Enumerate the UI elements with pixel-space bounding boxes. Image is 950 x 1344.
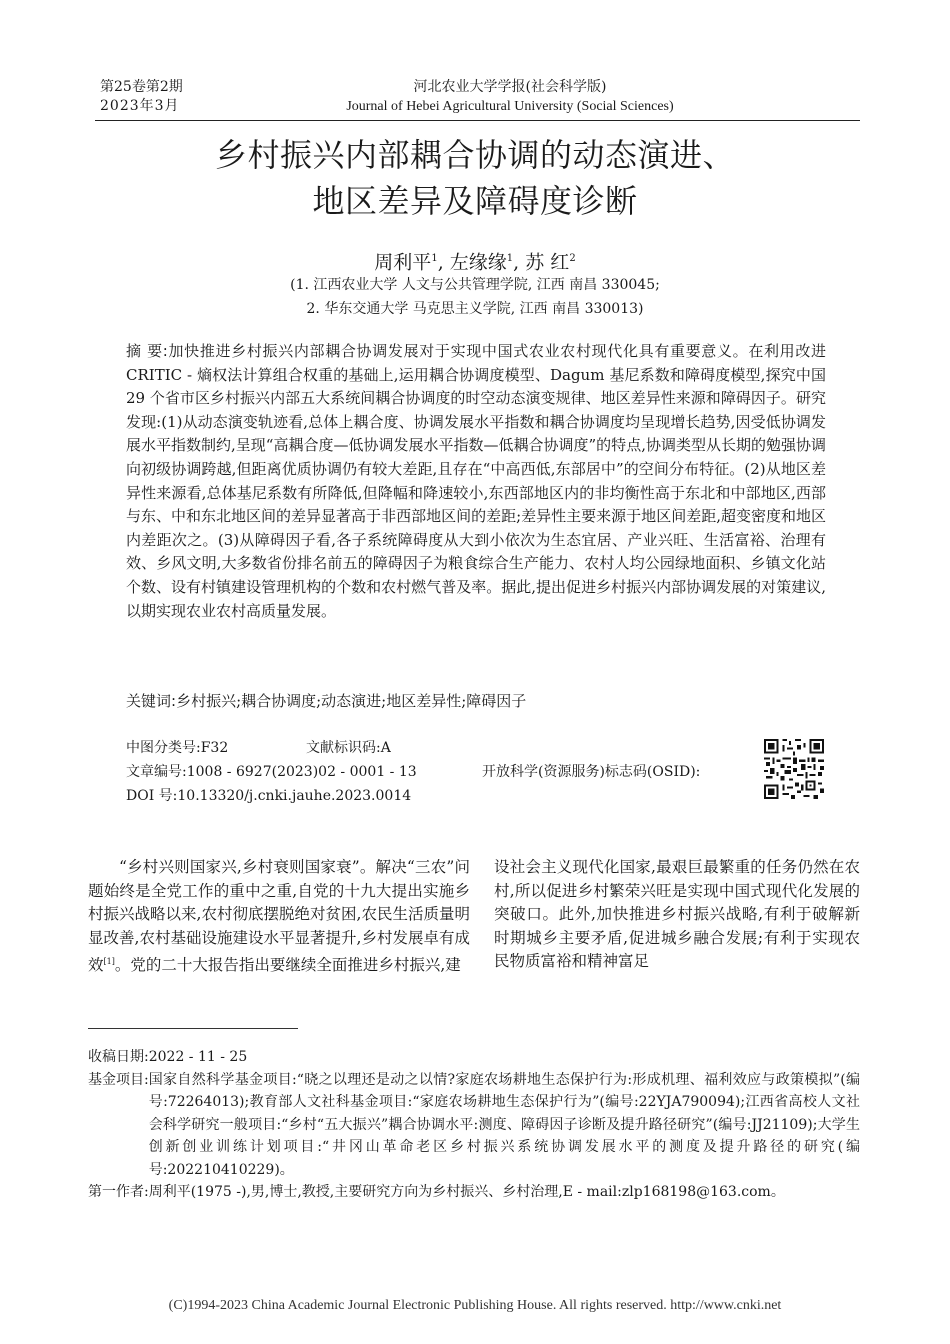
doi: DOI 号:10.13320/j.cnki.jauhe.2023.0014 [126,788,412,804]
body-text: 。党的二十大报告指出要继续全面推进乡村振兴,建 [114,956,461,975]
footnote-received [88,1046,860,1069]
journal-title-en: Journal of Hebei Agricultural University (Social Sciences) [346,99,674,114]
author-name: 周利平 [374,251,432,274]
title-line-2: 地区差异及障碍度诊断 [312,182,638,220]
body-column-right [494,856,860,974]
keywords [126,690,826,713]
keywords-label: 关键词: [126,692,177,710]
copyright-notice: (C)1994-2023 China Academic Journal Electronic Publishing House. All rights reserved. http://www.cnki.net [168,1298,782,1313]
footnotes [88,1046,860,1204]
clc-number: 中图分类号:F32 [126,740,229,756]
first-author-text: 周利平(1975 -),男,博士,教授,主要研究方向为乡村振兴、乡村治理,E - mail:zlp168198@163.com。 [148,1184,785,1200]
abstract-label: 摘 要: [126,342,168,360]
footnote-author [88,1181,860,1204]
article-title [0,132,950,224]
title-line-1: 乡村振兴内部耦合协调的动态演进、 [214,136,735,174]
osid-label: 开放科学(资源服务)标志码(OSID): [482,764,701,780]
author-list: 周利平$^1$, 左缘缘$^1$, 苏 红$^2$ [374,251,576,274]
affiliation-2: 2. 华东交通大学 马克思主义学院, 江西 南昌 330013) [306,301,644,317]
author-name: 苏 红 [525,251,570,274]
author-affiliation-mark: 2 [569,253,576,264]
volume-issue: 第25卷第2期 [100,79,183,95]
affiliation-1: (1. 江西农业大学 人文与公共管理学院, 江西 南昌 330045; [290,277,660,293]
author-affiliation-mark: 1 [431,253,438,264]
journal-header [0,78,950,116]
fund-text: 国家自然科学基金项目:“晓之以理还是动之以情?家庭农场耕地生态保护行为:形成机理、福利效应与政策模拟”(编号:72264013);教育部人文社科基金项目:“家庭农场耕地生态保护行为”(编号:22YJA790094);江西省高校人文社会科学研究一般项目:“乡村“五大振兴”耦合协调水平:测度、障碍因子诊断及提升路径研究”(编号:JJ21109);大学生创新创业训练计划项目:“井冈山革命老区乡村振兴系统协调发展水平的测度及提升路径的研究(编号:202210410229)。 [148,1071,860,1178]
document-code: 文献标识码:A [306,740,391,756]
keywords-text: 乡村振兴;耦合协调度;动态演进;地区差异性;障碍因子 [176,692,527,710]
body-paragraph: 设社会主义现代化国家,最艰巨最繁重的任务仍然在农村,所以促进乡村繁荣兴旺是实现中国式现代化发展的突破口。此外,加快推进乡村振兴战略,有利于破解新时期城乡主要矛盾,促进城乡融合发展;有利于实现农民物质富裕和精神富足 [494,858,860,970]
issue-date: 2023年3月 [100,98,180,114]
first-author-label: 第一作者: [88,1184,149,1200]
header-rule [95,120,860,121]
abstract-text: 加快推进乡村振兴内部耦合协调发展对于实现中国式农业农村现代化具有重要意义。在利用改进 CRITIC - 熵权法计算组合权重的基础上,运用耦合协调度模型、Dagum 基尼系数和障碍度模型,探究中国 29 个省市区乡村振兴内部五大系统间耦合协调度的时空动态演变规律、地区差异性来源和障碍因子。研究发现:(1)从动态演变轨迹看,总体上耦合度、协调发展水平指数和耦合协调度均呈现增长趋势,因受低协调发展水平指数制约,呈现“高耦合度—低协调发展水平指数—低耦合协调度”的特点,协调类型从长期的勉强协调向初级协调跨越,但距离优质协调仍有较大差距,且存在“中高西低,东部居中”的空间分布特征。(2)从地区差异性来源看,总体基尼系数有所降低,但降幅和降速较小,东西部地区内的非均衡性高于东北和中部地区,西部与东、中和东北地区间的差异显著高于非西部地区间的差距;差异性主要来源于地区间差距,超变密度和地区内差距次之。(3)从障碍因子看,各子系统障碍度从大到小依次为生态宜居、产业兴旺、生活富裕、治理有效、乡风文明,大多数省份排名前五的障碍因子为粮食综合生产能力、农村人均公园绿地面积、乡镇文化站个数、设有村镇建设管理机构的个数和农村燃气普及率。据此,提出促进乡村振兴内部协调发展的对策建议,以期实现农业农村高质量发展。 [126,342,826,620]
journal-title-cn: 河北农业大学学报(社会科学版) [413,79,607,95]
author-name: 左缘缘 [449,251,507,274]
author-affiliation-mark: 1 [506,253,514,264]
received-label: 收稿日期: [88,1049,149,1065]
fund-label: 基金项目: [88,1071,149,1088]
reference-mark[interactable]: [1] [103,957,115,966]
footnote-fund [88,1069,860,1182]
abstract [126,340,826,623]
body-column-left [88,856,470,978]
received-date: 2022 - 11 - 25 [148,1049,248,1065]
article-number: 文章编号:1008 - 6927(2023)02 - 0001 - 13 [126,764,417,780]
footnote-rule [88,1028,298,1029]
body-text: “乡村兴则国家兴,乡村衰则国家衰”。解决“三农”问题始终是全党工作的重中之重,自党的十九大提出实施乡村振兴战略以来,农村彻底摆脱绝对贫困,农民生活质量明显改善,农村基础设施建设水平显著提升,乡村发展卓有成效 [88,858,470,975]
qr-code-icon[interactable] [764,739,824,799]
body-paragraph [88,856,470,978]
